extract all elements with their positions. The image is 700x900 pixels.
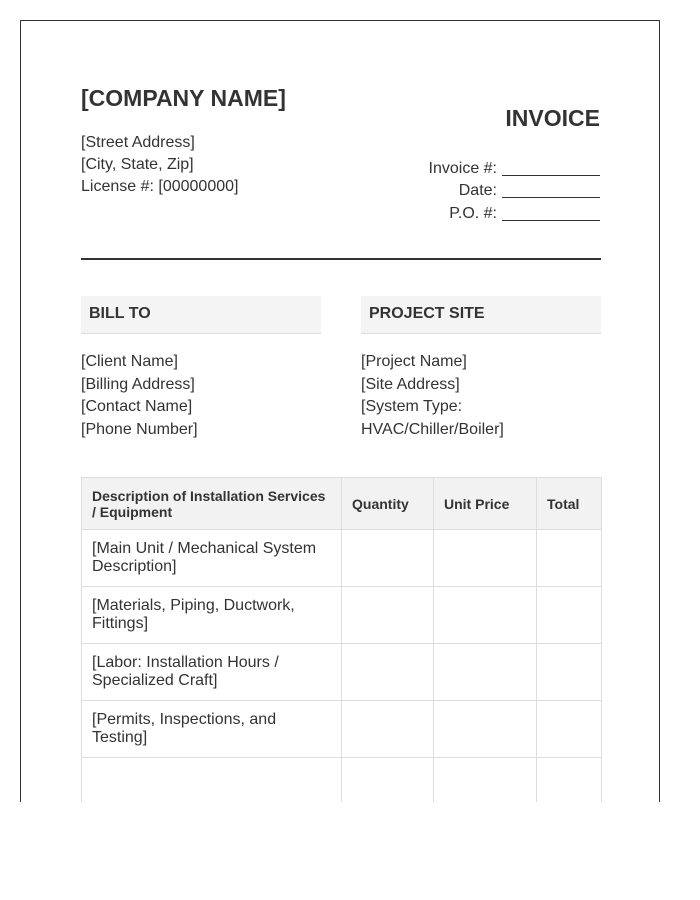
project-site-heading: PROJECT SITE bbox=[361, 296, 601, 334]
row-description[interactable] bbox=[82, 758, 342, 803]
bill-to-client-name: [Client Name] bbox=[81, 353, 178, 370]
row-unit-price[interactable] bbox=[434, 644, 537, 701]
table-header-row bbox=[82, 478, 602, 530]
table-row bbox=[82, 644, 602, 701]
row-description[interactable]: [Main Unit / Mechanical System Description] bbox=[82, 530, 342, 587]
project-site-name: [Project Name] bbox=[361, 353, 467, 370]
bill-to-lines bbox=[81, 351, 198, 441]
row-total[interactable] bbox=[537, 587, 602, 644]
date-label: Date: bbox=[458, 182, 497, 199]
po-number-field bbox=[429, 200, 600, 223]
company-license: License #: [00000000] bbox=[81, 178, 239, 195]
project-site-address: [Site Address] bbox=[361, 375, 460, 393]
bill-to-billing-address: [Billing Address] bbox=[81, 375, 195, 393]
row-total[interactable] bbox=[537, 530, 602, 587]
row-unit-price[interactable] bbox=[434, 530, 537, 587]
invoice-meta-fields bbox=[429, 155, 600, 223]
row-unit-price[interactable] bbox=[434, 587, 537, 644]
invoice-title: INVOICE bbox=[505, 105, 600, 131]
row-total[interactable] bbox=[537, 644, 602, 701]
company-street: [Street Address] bbox=[81, 134, 195, 151]
row-total[interactable] bbox=[537, 701, 602, 758]
project-site-system-type-values: HVAC/Chiller/Boiler] bbox=[361, 420, 504, 438]
row-unit-price[interactable] bbox=[434, 701, 537, 758]
line-items-table bbox=[81, 477, 602, 802]
bill-to-heading: BILL TO bbox=[81, 296, 321, 334]
bill-to-phone-number: [Phone Number] bbox=[81, 420, 198, 438]
company-name: [COMPANY NAME] bbox=[81, 85, 286, 111]
row-description[interactable]: [Labor: Installation Hours / Specialized Craft] bbox=[82, 644, 342, 701]
project-site-lines bbox=[361, 351, 504, 441]
row-total[interactable] bbox=[537, 758, 602, 803]
row-quantity[interactable] bbox=[342, 587, 434, 644]
header-divider bbox=[81, 258, 601, 260]
company-address-block bbox=[81, 132, 238, 198]
column-header-unit-price: Unit Price bbox=[434, 478, 537, 530]
date-field bbox=[429, 178, 600, 201]
table-row bbox=[82, 587, 602, 644]
company-city: [City, State, Zip] bbox=[81, 156, 194, 173]
project-site-system-type: [System Type: bbox=[361, 398, 463, 415]
po-number-blank[interactable] bbox=[502, 206, 600, 221]
table-row bbox=[82, 530, 602, 587]
date-blank[interactable] bbox=[502, 183, 600, 198]
column-header-quantity: Quantity bbox=[342, 478, 434, 530]
invoice-document bbox=[20, 20, 660, 802]
bill-to-contact-name: [Contact Name] bbox=[81, 398, 193, 415]
row-quantity[interactable] bbox=[342, 644, 434, 701]
row-unit-price[interactable] bbox=[434, 758, 537, 803]
invoice-number-label: Invoice #: bbox=[428, 159, 497, 177]
row-quantity[interactable] bbox=[342, 701, 434, 758]
invoice-number-field bbox=[429, 155, 600, 178]
invoice-number-blank[interactable] bbox=[502, 161, 600, 176]
table-row bbox=[82, 701, 602, 758]
po-number-label: P.O. #: bbox=[449, 204, 497, 222]
row-description[interactable]: [Permits, Inspections, and Testing] bbox=[82, 701, 342, 758]
row-quantity[interactable] bbox=[342, 758, 434, 803]
column-header-description: Description of Installation Services / Equipment bbox=[82, 478, 342, 530]
table-row bbox=[82, 758, 602, 803]
row-quantity[interactable] bbox=[342, 530, 434, 587]
row-description[interactable]: [Materials, Piping, Ductwork, Fittings] bbox=[82, 587, 342, 644]
column-header-total: Total bbox=[537, 478, 602, 530]
